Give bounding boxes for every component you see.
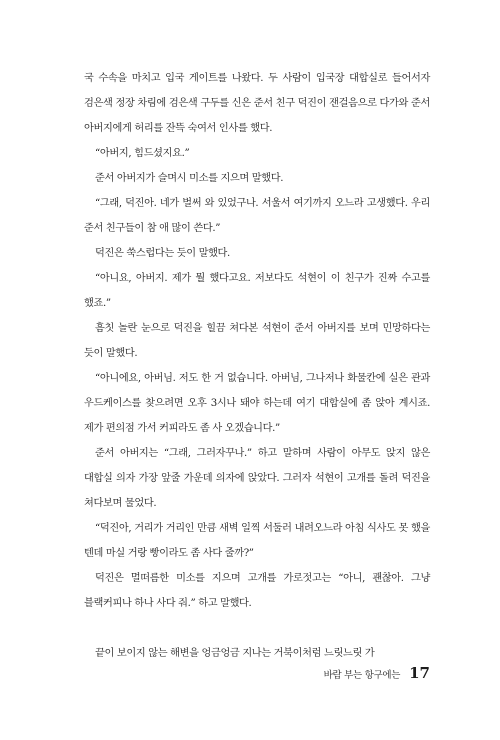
paragraph: “그래, 덕진아. 네가 벌써 와 있었구나. 서울서 여기까지 오느라 고생했다. 우리 준서 친구들이 참 애 많이 쓴다.”: [84, 198, 430, 234]
body-text: [84, 66, 430, 666]
running-title: 바람 부는 항구에는: [323, 670, 401, 681]
paragraph: 덕진은 멀떠름한 미소를 지으며 고개를 가로젓고는 “아니, 괜찮아. 그냥 블랙커피나 하나 사다 줘.” 하고 말했다.: [84, 573, 430, 609]
paragraph: 준서 아버지는 “그래, 그러자꾸나.” 하고 말하며 사람이 아무도 앉지 않은 대합실 의자 가장 앞줄 가운데 의자에 앉았다. 그러자 석현이 고개를 돌려 덕진을 쳐다보며 물었다.: [84, 448, 430, 509]
paragraph: 준서 아버지가 슬며시 미소를 지으며 말했다.: [95, 173, 284, 184]
paragraph: 국 수속을 마치고 입국 게이트를 나왔다. 두 사람이 입국장 대합실로 들어서자 검은색 정장 차림에 검은색 구두를 신은 준서 친구 덕진이 잰걸음으로 다가와 준서 아버지에게 허리를 잔뜩 숙여서 인사를 했다.: [84, 73, 430, 134]
paragraph: “덕진아, 거리가 거리인 만큼 새벽 일찍 서둘러 내려오느라 아침 식사도 못 했을 텐데 마실 거랑 빵이라도 좀 사다 줄까?”: [84, 523, 430, 559]
paragraph: 끝이 보이지 않는 해변을 엉금엉금 지나는 거북이처럼 느릿느릿 가: [95, 648, 375, 659]
page-footer: [324, 664, 430, 682]
paragraph: “아니에요, 아버님. 저도 한 거 없습니다. 아버님, 그나저나 화물칸에 실은 관과 우드케이스를 찾으려면 오후 3시나 돼야 하는데 여기 대합실에 좀 앉아 계시죠. 제가 편의점 가서 커피라도 좀 사 오겠습니다.”: [84, 373, 430, 434]
page-number: 17: [409, 664, 430, 682]
paragraph: “아버지, 힘드셨지요.”: [95, 148, 190, 159]
paragraph: 흠칫 놀란 눈으로 덕진을 힐끔 쳐다본 석현이 준서 아버지를 보며 민망하다는 듯이 말했다.: [84, 323, 430, 359]
paragraph: 덕진은 쑥스럽다는 듯이 말했다.: [95, 248, 230, 259]
paragraph: “아니요, 아버지. 제가 뭘 했다고요. 저보다도 석현이 이 친구가 진짜 수고를 했죠.”: [84, 273, 430, 309]
